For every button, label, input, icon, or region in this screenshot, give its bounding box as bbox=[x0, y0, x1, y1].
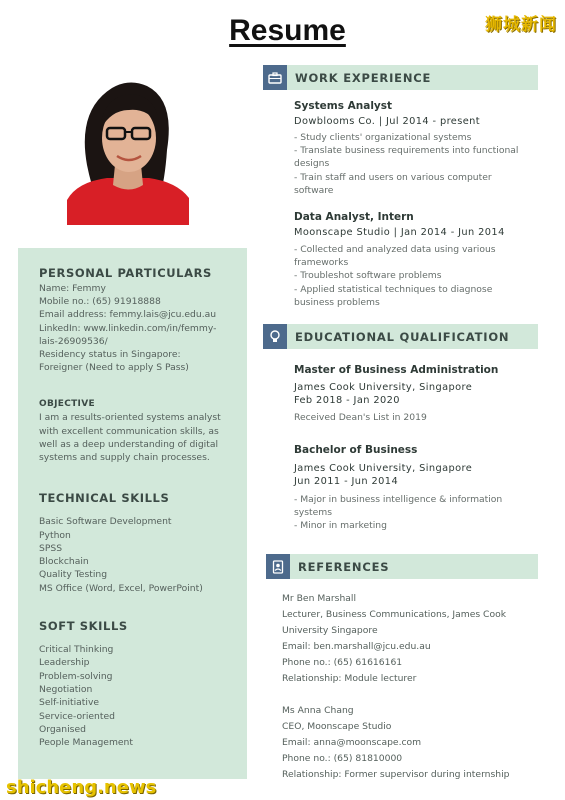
objective-heading: OBJECTIVE bbox=[39, 399, 95, 410]
reference-line: Phone no.: (65) 61616161 bbox=[282, 657, 403, 668]
duty-line: designs bbox=[294, 158, 330, 170]
objective-line: systems and supply chain processes. bbox=[39, 452, 210, 464]
duty-line: - Translate business requirements into functional bbox=[294, 145, 519, 157]
note-line: - Minor in marketing bbox=[294, 520, 387, 532]
references-header bbox=[266, 554, 538, 579]
skill-item: Service-oriented bbox=[39, 710, 115, 722]
degree-notes bbox=[294, 411, 534, 424]
education-header bbox=[263, 324, 538, 349]
objective-line: I am a results-oriented systems analyst bbox=[39, 412, 221, 424]
degree-notes bbox=[294, 493, 534, 533]
skill-item: MS Office (Word, Excel, PowerPoint) bbox=[39, 582, 203, 594]
skill-item: Blockchain bbox=[39, 556, 89, 568]
duty-line: software bbox=[294, 184, 334, 196]
reference-line: Relationship: Former supervisor during internship bbox=[282, 769, 510, 780]
personal-line: Name: Femmy bbox=[39, 283, 106, 294]
skill-item: Basic Software Development bbox=[39, 516, 172, 528]
degree-dates: Feb 2018 - Jan 2020 bbox=[294, 395, 400, 406]
objective-line: well as a deep understanding of digital bbox=[39, 438, 219, 450]
reference-line: Relationship: Module lecturer bbox=[282, 673, 417, 684]
briefcase-icon bbox=[263, 65, 287, 90]
personal-details bbox=[39, 282, 227, 374]
work-experience-header bbox=[263, 65, 538, 90]
degree-title: Master of Business Administration bbox=[294, 364, 499, 376]
job-company-dates: Dowblooms Co. | Jul 2014 - present bbox=[294, 116, 481, 127]
duty-line: - Study clients' organizational systems bbox=[294, 132, 472, 143]
note-line: - Major in business intelligence & information bbox=[294, 494, 503, 505]
personal-line: Foreigner (Need to apply S Pass) bbox=[39, 362, 189, 374]
personal-line: Email address: femmy.lais@jcu.edu.au bbox=[39, 309, 217, 321]
reference-entry bbox=[282, 703, 530, 783]
degree-school: James Cook University, Singapore bbox=[294, 382, 473, 393]
degree-school: James Cook University, Singapore bbox=[294, 463, 473, 474]
skill-item: Quality Testing bbox=[39, 569, 108, 581]
personal-line: LinkedIn: www.linkedin.com/in/femmy- bbox=[39, 322, 217, 334]
soft-skills-heading: SOFT SKILLS bbox=[39, 619, 128, 634]
skill-item: Problem-solving bbox=[39, 670, 113, 682]
reference-line: Mr Ben Marshall bbox=[282, 593, 357, 604]
duty-line: - Train staff and users on various computer bbox=[294, 171, 492, 183]
education-title: EDUCATIONAL QUALIFICATION bbox=[295, 329, 510, 344]
reference-line: Phone no.: (65) 81810000 bbox=[282, 753, 403, 764]
job-duties bbox=[294, 131, 534, 197]
skill-item: People Management bbox=[39, 737, 133, 749]
objective-line: with excellent communication skills, as bbox=[39, 425, 219, 437]
reference-line: Email: ben.marshall@jcu.edu.au bbox=[282, 641, 431, 652]
duty-line: frameworks bbox=[294, 257, 349, 269]
job-title: Data Analyst, Intern bbox=[294, 211, 414, 223]
personal-line: Residency status in Singapore: bbox=[39, 349, 181, 361]
note-line: systems bbox=[294, 507, 333, 519]
page-title: Resume bbox=[229, 14, 346, 47]
degree-title: Bachelor of Business bbox=[294, 444, 418, 456]
skill-item: SPSS bbox=[39, 542, 63, 554]
personal-heading: PERSONAL PARTICULARS bbox=[39, 266, 212, 280]
personal-line: Mobile no.: (65) 91918888 bbox=[39, 296, 161, 308]
job-title: Systems Analyst bbox=[294, 100, 393, 112]
watermark-site: shicheng.news bbox=[6, 777, 157, 798]
skill-item: Leadership bbox=[39, 657, 90, 669]
skill-item: Organised bbox=[39, 723, 86, 735]
work-experience-title: WORK EXPERIENCE bbox=[295, 70, 432, 85]
reference-line: Ms Anna Chang bbox=[282, 705, 354, 716]
references-title: REFERENCES bbox=[298, 559, 390, 574]
note-line: Received Dean's List in 2019 bbox=[294, 412, 427, 423]
job-company-dates: Moonscape Studio | Jan 2014 - Jun 2014 bbox=[294, 227, 505, 238]
reference-line: CEO, Moonscape Studio bbox=[282, 721, 392, 732]
skill-item: Python bbox=[39, 529, 71, 541]
soft-skills-list bbox=[39, 643, 227, 749]
skill-item: Self-initiative bbox=[39, 697, 100, 709]
personal-line: lais-26909536/ bbox=[39, 335, 108, 347]
duty-line: - Collected and analyzed data using various bbox=[294, 244, 496, 255]
degree-dates: Jun 2011 - Jun 2014 bbox=[294, 476, 399, 487]
reference-line: Email: anna@moonscape.com bbox=[282, 737, 422, 748]
watermark-logo: 狮城新闻 bbox=[485, 15, 557, 35]
duty-line: business problems bbox=[294, 296, 380, 308]
duty-line: - Troubleshot software problems bbox=[294, 270, 442, 282]
skill-item: Negotiation bbox=[39, 683, 93, 695]
technical-skills-heading: TECHNICAL SKILLS bbox=[39, 491, 170, 506]
reference-line: Lecturer, Business Communications, James Cook bbox=[282, 609, 507, 620]
reference-line: University Singapore bbox=[282, 625, 378, 636]
job-duties bbox=[294, 243, 534, 309]
duty-line: - Applied statistical techniques to diagnose bbox=[294, 283, 493, 295]
skill-item: Critical Thinking bbox=[39, 644, 114, 656]
technical-skills-list bbox=[39, 515, 227, 595]
profile-photo bbox=[67, 70, 189, 225]
lightbulb-icon bbox=[263, 324, 287, 349]
reference-entry bbox=[282, 591, 530, 687]
personal-sidebar bbox=[18, 248, 247, 779]
objective-text bbox=[39, 411, 227, 464]
contact-book-icon bbox=[266, 554, 290, 579]
